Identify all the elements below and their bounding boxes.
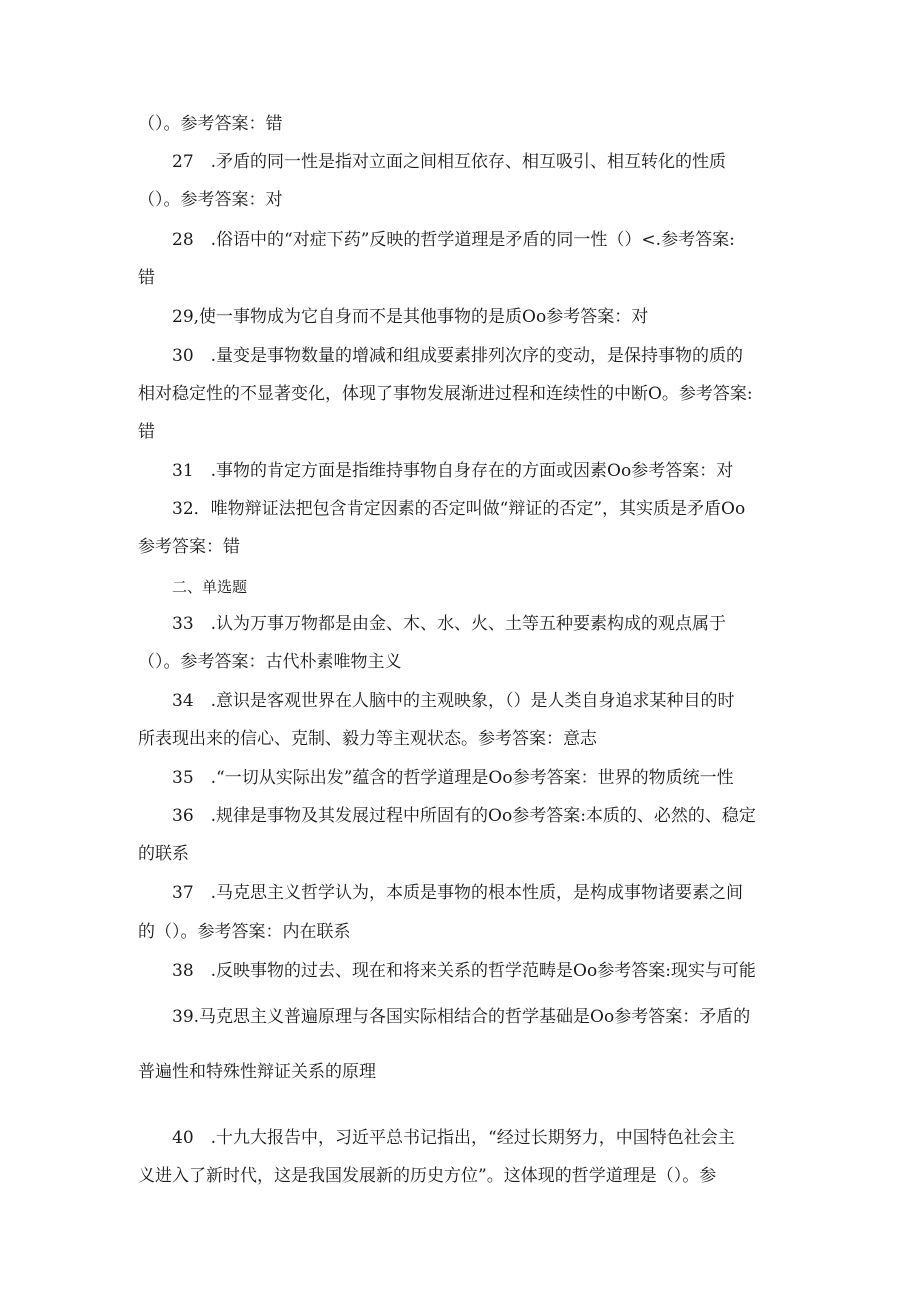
question-36: 36 .规律是事物及其发展过程中所固有的Oo参考答案:本质的、必然的、稳定 — [172, 806, 756, 826]
text-line: 所表现出来的信心、克制、毅力等主观状态。参考答案：意志 — [138, 729, 597, 749]
question-31: 31 .事物的肯定方面是指维持事物自身存在的方面或因素Oo参考答案：对 — [172, 461, 734, 481]
question-37: 37 .马克思主义哲学认为，本质是事物的根本性质，是构成事物诸要素之间 — [172, 883, 744, 903]
question-35: 35 .“一切从实际出发”蕴含的哲学道理是Oo参考答案：世界的物质统一性 — [172, 768, 734, 788]
text-line: 的（）。参考答案：内在联系 — [138, 922, 351, 942]
text-line: （）。参考答案：对 — [138, 190, 283, 210]
question-34: 34 .意识是客观世界在人脑中的主观映象，（）是人类自身追求某种目的时 — [172, 691, 735, 711]
text-line: 相对稳定性的不显著变化，体现了事物发展渐进过程和连续性的中断O。参考答案: — [138, 384, 753, 404]
text-line: 普遍性和特殊性辩证关系的原理 — [138, 1062, 376, 1082]
question-40: 40 .十九大报告中，习近平总书记指出，“经过长期努力，中国特色社会主 — [172, 1128, 735, 1148]
text-line: 错 — [138, 422, 155, 442]
text-line: 义进入了新时代，这是我国发展新的历史方位”。这体现的哲学道理是（）。参 — [138, 1166, 717, 1186]
text-line: 的联系 — [138, 844, 189, 864]
question-29: 29,使一事物成为它自身而不是其他事物的是质Oo参考答案：对 — [172, 307, 649, 327]
question-39: 39.马克思主义普遍原理与各国实际相结合的哲学基础是Oo参考答案：矛盾的 — [172, 1007, 751, 1027]
section-heading: 二、单选题 — [172, 578, 248, 596]
question-30: 30 .量变是事物数量的增减和组成要素排列次序的变动，是保持事物的质的 — [172, 346, 744, 366]
text-line: （）。参考答案：古代朴素唯物主义 — [138, 652, 402, 672]
text-line: （）。参考答案：错 — [138, 114, 283, 134]
question-32: 32．唯物辩证法把包含肯定因素的否定叫做“辩证的否定”，其实质是矛盾Oo — [172, 499, 746, 519]
question-38: 38 .反映事物的过去、现在和将来关系的哲学范畴是Oo参考答案:现实与可能 — [172, 961, 756, 981]
question-28: 28 .俗语中的“对症下药”反映的哲学道理是矛盾的同一性（）<.参考答案: — [172, 230, 735, 250]
text-line: 错 — [138, 268, 155, 288]
question-33: 33 .认为万事万物都是由金、木、水、火、土等五种要素构成的观点属于 — [172, 614, 727, 634]
question-27: 27 .矛盾的同一性是指对立面之间相互依存、相互吸引、相互转化的性质 — [172, 152, 727, 172]
text-line: 参考答案：错 — [138, 537, 240, 557]
